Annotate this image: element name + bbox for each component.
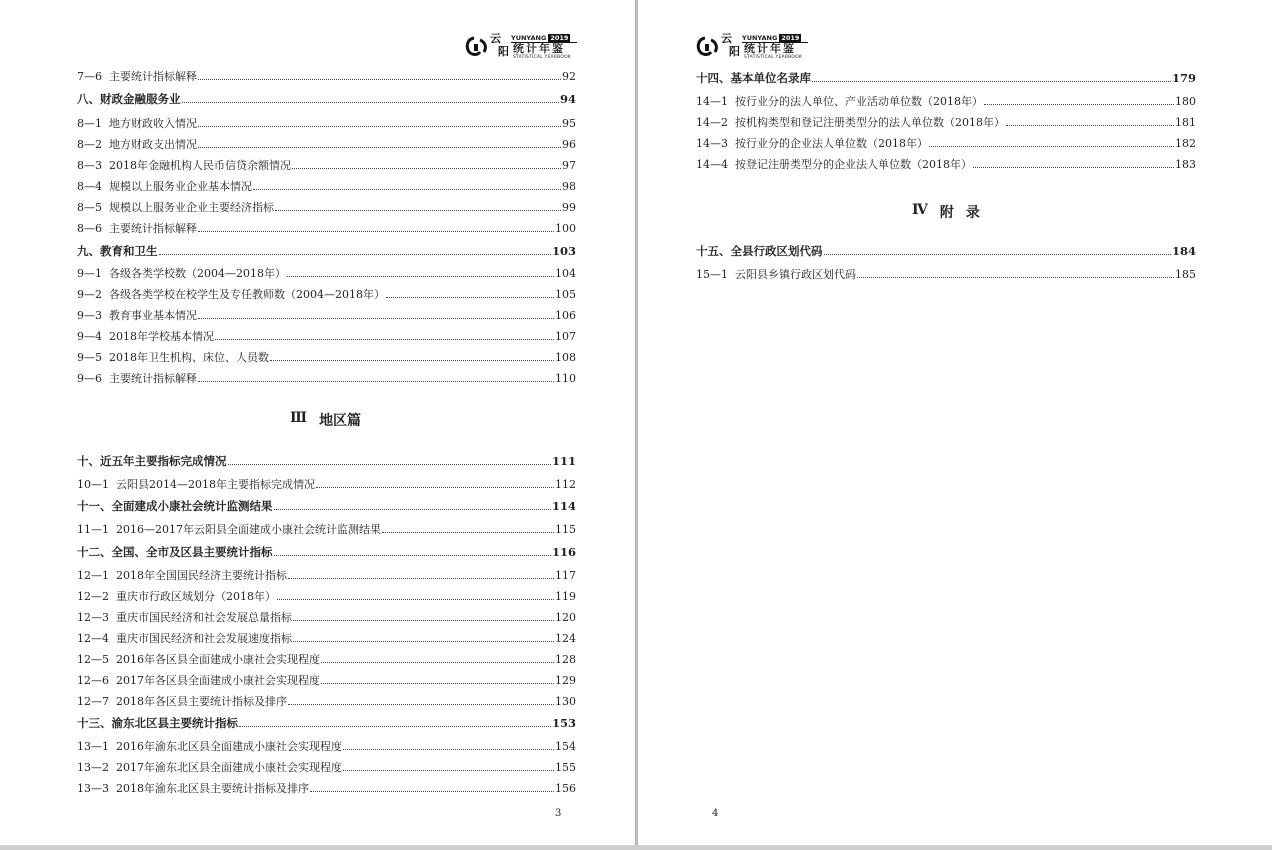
toc-entry-title: 各级各类学校数（2004—2018年） [109,267,286,280]
toc-chapter-entry [77,498,576,514]
toc-entry-title: 十二、全国、全市及区县主要统计指标 [77,545,273,559]
toc-entry-number: 8—5 [77,201,102,214]
toc-entry-page: 155 [555,761,576,774]
toc-leader-dots [321,683,554,684]
toc-entry [77,266,576,282]
toc-entry-title: 2016—2017年云阳县全面建成小康社会统计监测结果 [116,523,381,536]
toc-entry-title: 十三、渝东北区县主要统计指标 [77,716,238,730]
toc-entry-page: 104 [555,267,576,280]
toc-entry-page: 129 [555,674,576,687]
toc-entry-page: 124 [555,632,576,645]
toc-entry [77,568,576,584]
toc-entry [77,350,576,366]
logo-char-yang: 阳 [498,45,509,58]
toc-entry-number: 12—1 [77,569,109,582]
toc-entry [77,610,576,626]
toc-entry [77,781,576,797]
toc-entry-page: 120 [555,611,576,624]
toc-leader-dots [310,791,554,792]
toc-entry-page: 154 [555,740,576,753]
toc-leader-dots [253,189,561,190]
toc-entry-title: 十、近五年主要指标完成情况 [77,454,227,468]
toc-entry-number: 14—2 [696,116,728,129]
toc-entry [77,69,576,85]
toc-entry-title: 九、教育和卫生 [77,244,158,258]
toc-entry-page: 110 [555,372,576,385]
toc-entry-title: 2016年渝东北区县全面建成小康社会实现程度 [116,740,342,753]
page-number: 3 [555,808,562,819]
toc-entry-number: 9—4 [77,330,102,343]
toc-entry-number: 12—2 [77,590,109,603]
toc-leader-dots [288,578,554,579]
toc-entry-page: 179 [1171,71,1196,85]
toc-leader-dots [275,210,561,211]
toc-entry-page: 108 [555,351,576,364]
toc-entry [77,652,576,668]
toc-leader-dots [182,102,559,103]
toc-chapter-entry [77,91,576,107]
toc-entry-title: 按行业分的法人单位、产业活动单位数（2018年） [735,95,983,108]
toc-entry [77,631,576,647]
toc-chapter-entry [696,70,1196,86]
toc-entry [696,157,1196,173]
toc-entry-title: 云阳县2014—2018年主要指标完成情况 [116,478,315,491]
toc-entry [77,137,576,153]
toc-entry [77,329,576,345]
toc-entry-title: 云阳县乡镇行政区划代码 [735,268,856,281]
toc-entry-number: 12—4 [77,632,109,645]
toc-entry-page: 130 [555,695,576,708]
toc-leader-dots [321,662,554,663]
bottom-edge [0,845,1272,850]
left-page [0,0,635,845]
part-title-text-2: 录 [965,205,980,221]
toc-chapter-entry [77,544,576,560]
toc-entry-page: 111 [551,454,576,468]
toc-entry [77,308,576,324]
toc-entry [696,115,1196,131]
toc-entry-title: 地方财政支出情况 [109,138,197,151]
toc-entry-page: 115 [555,523,576,536]
toc-leader-dots [274,555,551,556]
toc-entry-page: 156 [555,782,576,795]
part-title-iii [290,410,361,430]
toc-entry [77,760,576,776]
toc-entry-number: 12—5 [77,653,109,666]
logo-title-cn: 统计年鉴 [744,42,796,55]
page-number: 4 [712,808,719,819]
toc-entry [77,158,576,174]
toc-entry-number: 15—1 [696,268,728,281]
toc-leader-dots [343,749,554,750]
toc-entry-title: 2018年卫生机构、床位、人员数 [109,351,269,364]
toc-entry [696,267,1196,283]
toc-entry-number: 9—2 [77,288,102,301]
toc-entry-page: 105 [555,288,576,301]
toc-entry-number: 13—1 [77,740,109,753]
logo-year: 2019 [781,34,800,42]
logo-brand-en: YUNYANG [742,34,778,42]
toc-leader-dots [287,276,554,277]
toc-entry-number: 12—3 [77,611,109,624]
toc-entry-number: 8—2 [77,138,102,151]
toc-entry-title: 2016年各区县全面建成小康社会实现程度 [116,653,320,666]
toc-chapter-entry [77,715,576,731]
toc-leader-dots [198,79,561,80]
toc-leader-dots [288,704,554,705]
toc-entry-page: 92 [562,70,576,83]
toc-entry-title: 规模以上服务业企业基本情况 [109,180,252,193]
toc-entry-number: 9—1 [77,267,102,280]
toc-leader-dots [198,318,554,319]
toc-leader-dots [198,147,561,148]
toc-entry-title: 十五、全县行政区划代码 [696,244,823,258]
yearbook-emblem-icon [696,36,720,58]
logo-subtitle-en: STATISTICAL YEARBOOK [513,55,571,60]
toc-leader-dots [824,254,1171,255]
toc-leader-dots [382,532,554,533]
yearbook-logo [465,33,577,61]
toc-entry-title: 按机构类型和登记注册类型分的法人单位数（2018年） [735,116,1005,129]
toc-leader-dots [198,381,554,382]
toc-entry-page: 184 [1171,244,1196,258]
toc-entry-title: 十四、基本单位名录库 [696,71,811,85]
toc-entry-title: 重庆市国民经济和社会发展速度指标 [116,632,292,645]
toc-entry-page: 97 [562,159,576,172]
toc-entry-page: 153 [551,716,576,730]
toc-entry-number: 9—6 [77,372,102,385]
part-title-text-1: 附 [939,205,954,221]
toc-entry-page: 128 [555,653,576,666]
toc-entry-page: 182 [1175,137,1196,150]
toc-chapter-entry [696,243,1196,259]
toc-entry [77,221,576,237]
right-page [638,0,1272,845]
toc-leader-dots [292,168,561,169]
toc-entry-number: 12—6 [77,674,109,687]
toc-chapter-entry [77,243,576,259]
toc-entry [77,694,576,710]
toc-entry-number: 11—1 [77,523,109,536]
logo-title-cn: 统计年鉴 [513,42,565,55]
toc-leader-dots [293,641,554,642]
toc-chapter-entry [77,453,576,469]
toc-leader-dots [929,146,1174,147]
toc-entry-title: 按登记注册类型分的企业法人单位数（2018年） [735,158,972,171]
toc-entry-page: 96 [562,138,576,151]
toc-entry-number: 7—6 [77,70,102,83]
logo-year: 2019 [550,34,569,42]
toc-entry-title: 主要统计指标解释 [109,222,197,235]
toc-leader-dots [228,464,551,465]
toc-entry [77,739,576,755]
toc-entry-page: 98 [562,180,576,193]
toc-entry [77,287,576,303]
toc-entry-number: 13—2 [77,761,109,774]
toc-entry-title: 规模以上服务业企业主要经济指标 [109,201,274,214]
toc-entry-number: 12—7 [77,695,109,708]
logo-char-yun: 云 [490,32,501,45]
toc-entry [77,179,576,195]
toc-entry-title: 2018年渝东北区县主要统计指标及排序 [116,782,309,795]
toc-leader-dots [386,297,554,298]
toc-entry [77,673,576,689]
toc-leader-dots [198,126,561,127]
part-title-iv [912,202,980,222]
toc-entry [77,589,576,605]
toc-entry-number: 10—1 [77,478,109,491]
toc-entry-title: 主要统计指标解释 [109,372,197,385]
toc-entry-page: 180 [1175,95,1196,108]
toc-entry [696,94,1196,110]
toc-entry-page: 99 [562,201,576,214]
toc-entry-page: 95 [562,117,576,130]
toc-entry-page: 183 [1175,158,1196,171]
toc-entry-page: 107 [555,330,576,343]
toc-entry-title: 主要统计指标解释 [109,70,197,83]
toc-entry-number: 9—3 [77,309,102,322]
toc-entry-title: 2018年金融机构人民币信贷余额情况 [109,159,291,172]
toc-entry-page: 116 [551,545,576,559]
toc-entry-title: 十一、全面建成小康社会统计监测结果 [77,499,273,513]
part-roman: Ⅲ [290,410,308,426]
toc-entry-page: 119 [555,590,576,603]
yearbook-emblem-icon [465,36,489,58]
toc-entry-title: 重庆市国民经济和社会发展总量指标 [116,611,292,624]
toc-leader-dots [270,360,554,361]
logo-brand-en: YUNYANG [511,34,547,42]
toc-entry-number: 8—6 [77,222,102,235]
toc-leader-dots [198,231,554,232]
toc-entry-title: 2018年全国国民经济主要统计指标 [116,569,287,582]
toc-entry-page: 103 [551,244,576,258]
toc-leader-dots [343,770,554,771]
toc-entry-title: 重庆市行政区域划分（2018年） [116,590,276,603]
toc-entry-title: 八、财政金融服务业 [77,92,181,106]
toc-entry-title: 教育事业基本情况 [109,309,197,322]
toc-entry-page: 114 [551,499,576,513]
toc-entry-number: 8—3 [77,159,102,172]
toc-entry [77,371,576,387]
toc-leader-dots [274,509,551,510]
toc-entry [77,522,576,538]
toc-entry-title: 2018年学校基本情况 [109,330,214,343]
toc-leader-dots [239,726,551,727]
toc-entry-number: 14—3 [696,137,728,150]
toc-entry [77,200,576,216]
part-roman: Ⅳ [912,202,928,218]
toc-entry-title: 2018年各区县主要统计指标及排序 [116,695,287,708]
toc-leader-dots [1006,125,1174,126]
toc-entry [696,136,1196,152]
toc-entry-title: 地方财政收入情况 [109,117,197,130]
toc-entry-page: 117 [555,569,576,582]
toc-entry-page: 106 [555,309,576,322]
logo-char-yun: 云 [721,32,732,45]
toc-leader-dots [812,81,1171,82]
yearbook-logo [696,33,808,61]
toc-leader-dots [857,277,1174,278]
toc-entry-page: 185 [1175,268,1196,281]
toc-entry-title: 按行业分的企业法人单位数（2018年） [735,137,928,150]
logo-subtitle-en: STATISTICAL YEARBOOK [744,55,802,60]
toc-entry-number: 14—4 [696,158,728,171]
toc-entry-number: 8—4 [77,180,102,193]
toc-leader-dots [215,339,554,340]
toc-leader-dots [316,487,554,488]
toc-entry-title: 2017年各区县全面建成小康社会实现程度 [116,674,320,687]
logo-char-yang: 阳 [729,45,740,58]
toc-entry-title: 各级各类学校在校学生及专任教师数（2004—2018年） [109,288,385,301]
toc-entry-number: 9—5 [77,351,102,364]
toc-leader-dots [984,104,1174,105]
toc-entry-number: 8—1 [77,117,102,130]
toc-leader-dots [973,167,1174,168]
toc-leader-dots [159,254,551,255]
toc-entry-number: 13—3 [77,782,109,795]
toc-entry-page: 100 [555,222,576,235]
toc-entry [77,477,576,493]
toc-entry-page: 112 [555,478,576,491]
toc-leader-dots [293,620,554,621]
toc-entry-number: 14—1 [696,95,728,108]
toc-entry-title: 2017年渝东北区县全面建成小康社会实现程度 [116,761,342,774]
toc-entry [77,116,576,132]
toc-leader-dots [277,599,554,600]
part-title-text: 地区篇 [319,413,362,429]
toc-entry-page: 94 [559,92,576,106]
toc-entry-page: 181 [1175,116,1196,129]
